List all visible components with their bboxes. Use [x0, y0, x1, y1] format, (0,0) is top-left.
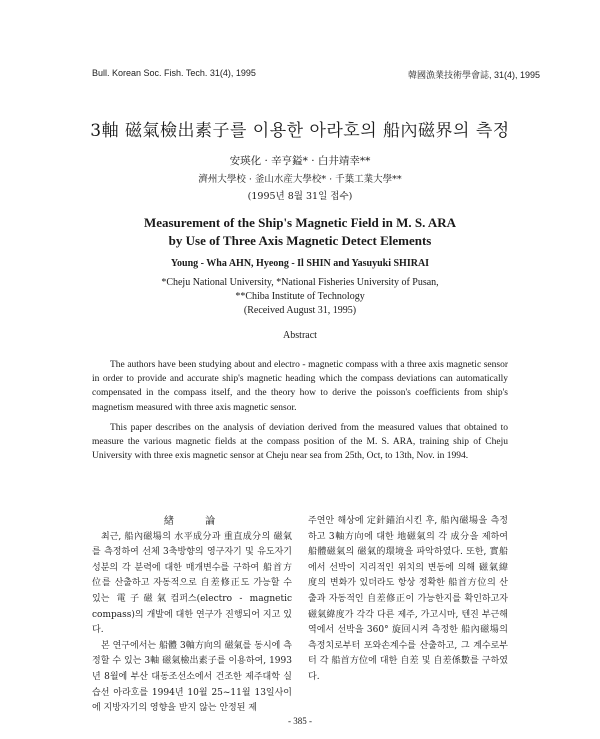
- received-date-english: (Received August 31, 1995): [243, 305, 357, 316]
- abstract-body: [92, 358, 508, 469]
- title-english-line2: by Use of Three Axis Magnetic Detect Elements: [168, 233, 432, 248]
- received-date-korean: (1995년 8월 31일 접수): [247, 191, 353, 202]
- body-column-left: [92, 514, 292, 717]
- title-english-line1: Measurement of the Ship's Magnetic Field in M. S. ARA: [143, 215, 457, 230]
- affiliations-korean: 濟州大學校 · 釜山水産大學校* · 千葉工業大學**: [198, 174, 402, 185]
- authors-korean: 安瑛化 · 辛亨鎰* · 白井靖幸**: [229, 155, 371, 167]
- title-english: [0, 214, 600, 250]
- authors-english: Young - Wha AHN, Hyeong - Il SHIN and Yasuyuki SHIRAI: [170, 258, 430, 269]
- abstract-paragraph-1: The authors have been studying about and electro - magnetic compass with a three axis magnetic sensor in order to provide and accurate ship's magnetic heading which the compass deviations can automatically compensated in the compass itself, and the theory how to derive the poisson's coefficients from ship's magnetism measured with three axis magnetic sensor.: [92, 360, 508, 413]
- body-paragraph-1: 최근, 船內磁場의 水平成分과 重直成分의 磁氣를 측정하여 선체 3축방향의 영구자기 및 유도자기 성분의 각 분력에 대한 매개변수를 구하여 船首方位를 산출하고 자동적으로 自差修正도 가능할 수 있는 電子磁氣컴퍼스(electro - magnetic compass)의 개발에 대한 연구가 진행되어 지고 있다.: [92, 531, 292, 636]
- body-paragraph-3: 주연안 해상에 定針錨泊시킨 후, 船內磁場을 측정하고 3軸方向에 대한 地磁氣의 각 成分을 제하여 船體磁氣의 磁氣的環境을 파악하였다. 또한, 實船에서 선박이 지리적인 위치의 변동에 의해 磁氣緯度의 변화가 있더라도 항상 정확한 船首方位의 산출과 자동적인 自差修正이 가능한지를 확인하고자 磁氣緯度가 각각 다른 제주, 가고시마, 텐진 부근해역에서 선박을 360° 旋回시켜 측정한 船內磁場의 측정치로부터 포와손계수를 산출하고, 그 계수로부터 각 船首方位에 대한 自差 및 自差係數를 구하였다.: [308, 516, 508, 682]
- body-paragraph-2: 본 연구에서는 船體 3軸方向의 磁氣를 동시에 측정할 수 있는 3軸 磁氣檢出素子를 이용하여, 1993년 8월에 부산 대동조선소에서 건조한 제주대학 실습선 아라호를 1994년 10월 25~11월 13일사이에 지방자기의 영향을 받지 않는 안정된 제: [92, 640, 292, 714]
- abstract-paragraph-2: This paper describes on the analysis of deviation derived from the measured values that obtained to measure the various magnetic fields at the compass position of the M. S. ARA, training ship of Cheju University with three exis magnetic sensor at Cheju near sea from 25th, Oct, to 13th, Nov. in 1994.: [92, 422, 508, 462]
- abstract-heading: Abstract: [283, 330, 317, 341]
- affiliations-english-line2: **Chiba Institute of Technology: [235, 291, 365, 302]
- affiliations-english-line1: *Cheju National University, *National Fisheries University of Pusan,: [161, 277, 439, 288]
- affiliations-english: [0, 276, 600, 318]
- body-column-right: [308, 514, 508, 686]
- title-korean: 3軸 磁氣檢出素子를 이용한 아라호의 船內磁界의 측정: [90, 121, 510, 141]
- page-number: - 385 -: [288, 716, 312, 726]
- journal-header-en: Bull. Korean Soc. Fish. Tech. 31(4), 1995: [92, 68, 256, 78]
- section-heading-introduction: 緖 論: [163, 516, 230, 527]
- journal-header-ko: 韓國漁業技術學會誌, 31(4), 1995: [407, 70, 540, 80]
